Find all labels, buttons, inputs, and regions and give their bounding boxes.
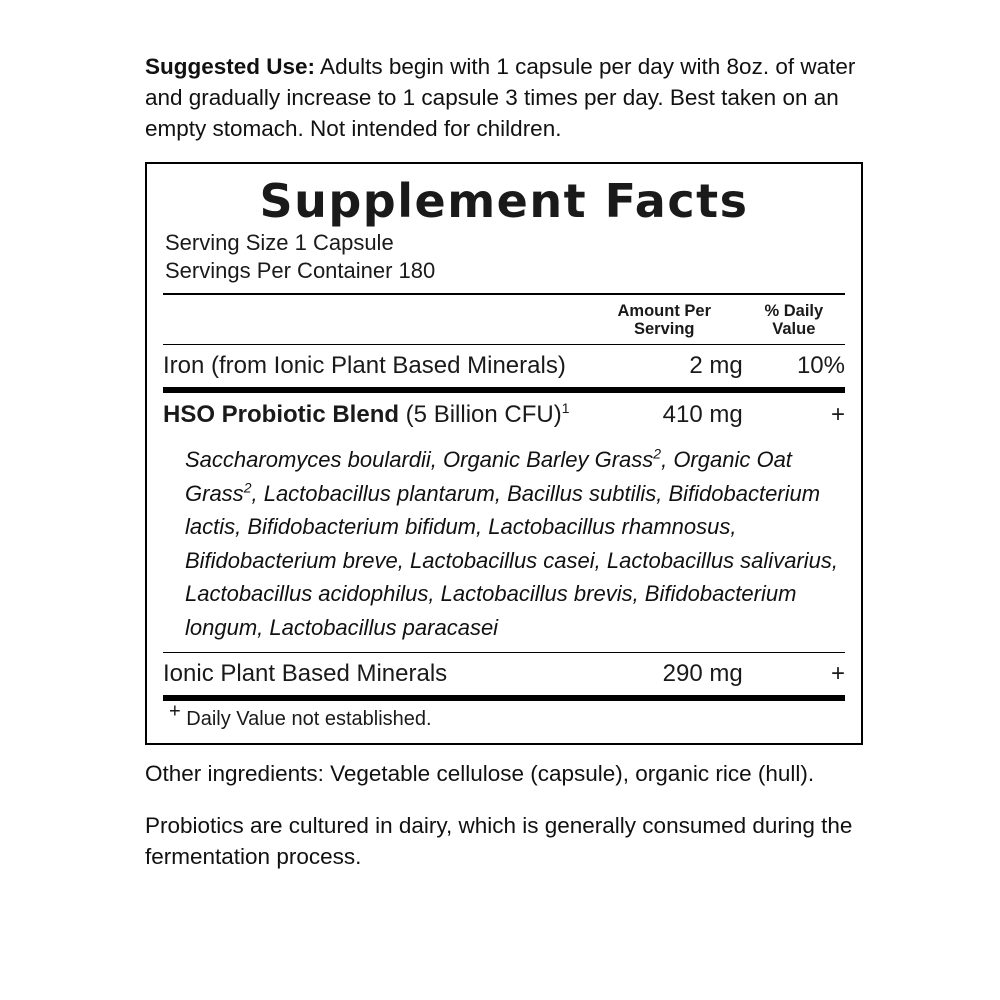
header-daily-value: [743, 295, 845, 345]
row-blend-name: [163, 393, 586, 437]
row-minerals-name: Ionic Plant Based Minerals: [163, 660, 448, 688]
header-dv-line2: Value: [772, 320, 816, 339]
footnote-symbol: +: [169, 700, 181, 723]
table-row: [163, 653, 845, 695]
servings-per-container: Servings Per Container 180: [165, 257, 436, 283]
suggested-use-paragraph: [145, 52, 890, 144]
row-iron-name: Iron (from Ionic Plant Based Minerals): [163, 352, 566, 380]
row-blend-dv: +: [830, 401, 845, 429]
blend-ingredient-list: Saccharomyces boulardii, Organic Barley Grass$^2$, Organic Oat Grass$^2$, Lactobacillus plantarum, Bacillus subtilis, Bifidobacterium lactis, Bifidobacterium bifidum, Lactobacillus rhamnosus, Bifidobacterium breve, Lactobacillus casei, Lactobacillus salivarius, Lactobacillus acidophilus, Lactobacillus brevis, Bifidobacterium longum, Lactobacillus paracasei: [185, 446, 838, 640]
serving-size: Serving Size 1 Capsule: [165, 230, 394, 256]
header-dv-line1: % Daily: [764, 301, 824, 320]
table-row: [163, 345, 845, 387]
footnote-text: Daily Value not established.: [186, 708, 432, 731]
table-header-row: [163, 295, 845, 345]
header-amount: [586, 295, 743, 345]
suggested-use-text: Adults begin with 1 capsule per day with 8oz. of water and gradually increase to 1 capsule 3 times per day. Best taken on an empty stomach. Not intended for children.: [145, 54, 856, 141]
panel-footnote: [163, 701, 845, 733]
panel-title: Supplement Facts: [259, 174, 749, 229]
facts-table-minerals: [163, 653, 845, 695]
header-amount-line2: Serving: [633, 320, 695, 339]
row-blend-footnote-marker: 1: [561, 400, 570, 417]
row-blend-name-rest: (5 Billion CFU): [399, 401, 562, 429]
facts-table-iron: [163, 345, 845, 387]
table-row: [163, 393, 845, 437]
facts-table-blend: [163, 393, 845, 437]
row-minerals-amount: 290 mg: [662, 660, 743, 688]
suggested-use-label: Suggested Use:: [145, 54, 316, 79]
row-blend-name-bold: HSO Probiotic Blend: [163, 401, 400, 429]
dairy-note: Probiotics are cultured in dairy, which is generally consumed during the fermentation process.: [145, 813, 853, 869]
row-iron-amount: 2 mg: [689, 352, 743, 380]
header-spacer: [163, 295, 586, 345]
header-amount-line1: Amount Per: [617, 301, 712, 320]
supplement-facts-panel: [145, 162, 863, 745]
row-minerals-dv: +: [830, 660, 845, 688]
row-iron-dv: 10%: [796, 352, 845, 380]
facts-table: [163, 295, 845, 345]
row-blend-amount: 410 mg: [662, 401, 743, 429]
other-ingredients-note: Other ingredients: Vegetable cellulose (capsule), organic rice (hull).: [145, 761, 815, 787]
